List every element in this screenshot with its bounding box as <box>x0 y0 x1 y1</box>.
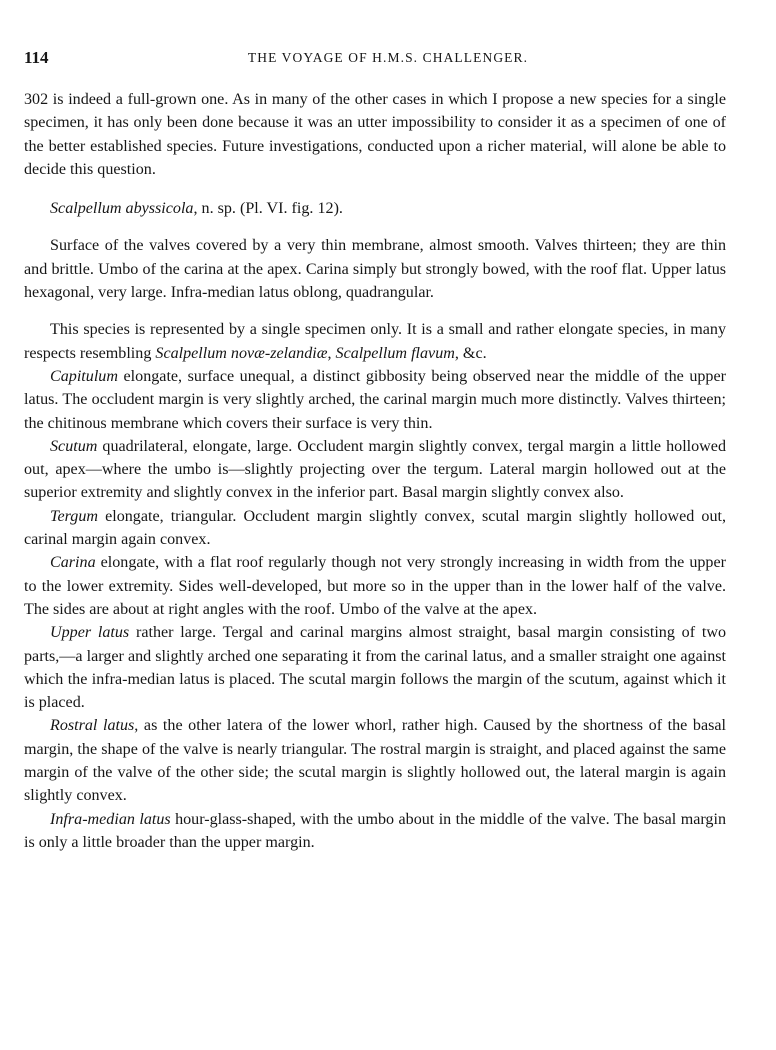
intro-paragraph: 302 is indeed a full-grown one. As in many of the other cases in which I propose a new species for a single specimen, it has only been done because it was an utter impossibility to consider it as a specimen of one of the better established species. Future investigations, conducted upon a richer material, will alone be able to decide this question. <box>24 91 726 178</box>
representation-text: This species is represented by a single specimen only. It is a small and rather elongate species, in many respects resembling <box>24 321 726 362</box>
species-heading <box>24 197 726 220</box>
page-body <box>24 88 726 854</box>
description-tergum <box>24 505 726 552</box>
description-term: Capitulum <box>50 367 118 385</box>
description-text: elongate, with a flat roof regularly though not very strongly increasing in width from the upper to the lower extremity. Sides well-developed, but more so in the upper than in the lower half of the valve. The sides are about at right angles with the roof. Umbo of the valve at the apex. <box>24 554 726 618</box>
species-reference: Scalpellum flavum <box>335 344 455 362</box>
species-name: Scalpellum abyssicola <box>50 200 194 218</box>
description-upper-latus <box>24 621 726 714</box>
page-number: 114 <box>24 48 49 67</box>
description-carina <box>24 551 726 621</box>
description-term: Upper latus <box>50 624 130 642</box>
description-scutum <box>24 435 726 505</box>
running-title: THE VOYAGE OF H.M.S. CHALLENGER. <box>247 50 529 65</box>
description-capitulum <box>24 365 726 435</box>
representation-paragraph: This species is represented by a single specimen only. It is a small and rather elongate species, in many respects resembling Scalpellum novæ-zelandiæ, Scalpellum flavum, &c. <box>24 321 726 362</box>
description-rostral-latus <box>24 714 726 807</box>
description-term: Tergum <box>50 507 98 525</box>
description-term: Rostral latus <box>50 717 135 735</box>
description-text: elongate, surface unequal, a distinct gibbosity being observed near the middle of the upper latus. The occludent margin is very slightly arched, the carinal margin much more distinctly. Valves thirteen; the chitinous membrane which covers their surface is very thin. <box>24 367 726 432</box>
species-suffix: , n. sp. (Pl. VI. fig. 12). <box>193 200 343 218</box>
species-reference: Scalpellum novæ-zelandiæ <box>155 344 328 362</box>
page-header <box>24 48 752 70</box>
description-text: rather large. Tergal and carinal margins almost straight, basal margin consisting of two parts,—a larger and slightly arched one separating it from the carinal latus, and a smaller straight one against which the infra-median latus is placed. The scutal margin follows the margin of the scutum, against which it is placed. <box>24 624 726 712</box>
description-infra-median-latus <box>24 808 726 855</box>
diagnosis-paragraph: Surface of the valves covered by a very thin membrane, almost smooth. Valves thirteen; they are thin and brittle. Umbo of the carina at the apex. Carina simply but strongly bowed, with the roof flat. Upper latus hexagonal, very large. Infra-median latus oblong, quadrangular. <box>24 237 726 302</box>
description-term: Carina <box>50 554 96 572</box>
description-term: Scutum <box>50 437 98 455</box>
description-text: quadrilateral, elongate, large. Occludent margin slightly convex, tergal margin a little hollowed out, apex—where the umbo is—slightly projecting over the tergum. Lateral margin hollowed out at the superior extremity and slightly convex in the inferior part. Basal margin slightly convex also. <box>24 437 726 502</box>
description-text: hour-glass-shaped, with the umbo about in the middle of the valve. The basal margin is only a little broader than the upper margin. <box>24 810 726 851</box>
description-text: , as the other latera of the lower whorl, rather high. Caused by the shortness of the basal margin, the shape of the valve is nearly triangular. The rostral margin is straight, and placed against the same margin of the valve of the other side; the scutal margin is slightly hollowed out, the lateral margin is again slightly convex. <box>24 717 726 805</box>
description-text: elongate, triangular. Occludent margin slightly convex, scutal margin slightly hollowed out, carinal margin again convex. <box>24 507 726 549</box>
description-term: Infra-median latus <box>50 810 171 828</box>
